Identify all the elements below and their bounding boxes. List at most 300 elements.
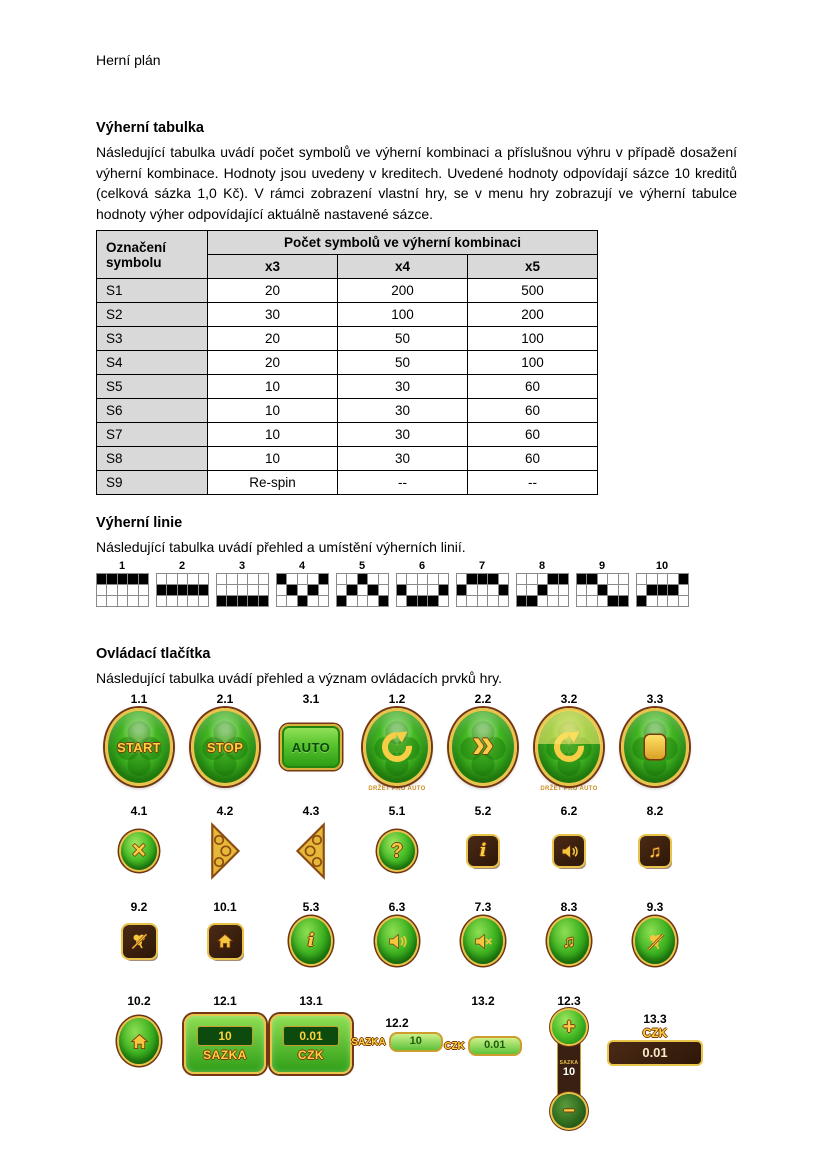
control-item-13-1 <box>268 994 354 1074</box>
table-row <box>97 447 598 471</box>
payline-grid <box>216 573 269 607</box>
value-cell: 10 <box>208 447 338 471</box>
bet-prefix: SAZKA <box>351 1036 386 1048</box>
currency-pill-value: 0.01 <box>468 1036 522 1056</box>
clover-crossed-icon <box>129 931 149 951</box>
payline-cell-off <box>658 574 667 584</box>
value-cell: 60 <box>468 375 598 399</box>
control-item-12-1 <box>182 994 268 1074</box>
payline-cell-off <box>538 596 547 606</box>
payline-cell-off <box>287 574 296 584</box>
payline-cell-on <box>337 596 346 606</box>
speaker-muted-icon <box>473 931 494 952</box>
payline-cell-on <box>128 574 137 584</box>
payline-cell-on <box>499 585 508 595</box>
payline-cell-off <box>358 585 367 595</box>
payline-cell-off <box>308 574 317 584</box>
value-cell: Re-spin <box>208 471 338 495</box>
bet-value: 10 <box>197 1026 253 1046</box>
payline-cell-on <box>647 585 656 595</box>
refresh-arrow-icon <box>382 732 412 762</box>
controls-row-3 <box>96 900 737 968</box>
control-label: 13.1 <box>299 994 323 1008</box>
payline-cell-off <box>337 574 346 584</box>
control-item-8-3 <box>526 900 612 968</box>
payline-cell-off <box>319 596 328 606</box>
payline-cell-on <box>227 596 236 606</box>
symbol-cell: S4 <box>97 351 208 375</box>
value-cell: 10 <box>208 423 338 447</box>
payline-cell-on <box>587 574 596 584</box>
payline-cell-off <box>637 574 646 584</box>
payline-cell-off <box>227 574 236 584</box>
control-item-12-2 <box>351 994 440 1052</box>
control-item-1-2 <box>354 692 440 792</box>
payline-cell-on <box>527 596 536 606</box>
sound-square-button <box>554 836 584 866</box>
bet-stepper <box>551 1010 587 1128</box>
payline-cell-off <box>397 596 406 606</box>
controls-row-2 <box>96 804 737 884</box>
value-cell: 30 <box>208 303 338 327</box>
payline-number: 5 <box>358 559 366 572</box>
control-label: 9.3 <box>646 900 664 914</box>
plus-icon: + <box>562 1014 576 1039</box>
info-square-button <box>468 836 498 866</box>
control-item-6-2 <box>526 804 612 884</box>
payline-cell-off <box>248 585 257 595</box>
payline-number: 2 <box>178 559 186 572</box>
payline-cell-off <box>167 596 176 606</box>
controls-row-1 <box>96 692 737 792</box>
payline-cell-off <box>347 596 356 606</box>
payline-cell-off <box>188 574 197 584</box>
payout-section-heading: Výherní tabulka <box>96 120 204 136</box>
control-label: 2.1 <box>216 692 234 706</box>
payline-cell-on <box>679 574 688 584</box>
table-row <box>97 279 598 303</box>
control-label: 4.3 <box>302 804 320 818</box>
payline-cell-on <box>418 596 427 606</box>
payline-cell-off <box>467 585 476 595</box>
payline-cell-off <box>368 596 377 606</box>
stop-auto-button <box>621 708 689 786</box>
home-icon <box>129 1031 150 1052</box>
value-cell: 60 <box>468 447 598 471</box>
payline-cell-on <box>287 585 296 595</box>
control-item-2-1 <box>182 692 268 788</box>
currency-inline-display <box>444 1036 522 1056</box>
symbol-cell: S5 <box>97 375 208 399</box>
table-row <box>97 399 598 423</box>
hold-for-auto-caption: DRŽET PRO AUTO <box>540 786 598 792</box>
respin-active-button <box>535 708 603 786</box>
payline-cell-off <box>439 574 448 584</box>
payline-cell-on <box>107 574 116 584</box>
payline-cell-off <box>238 585 247 595</box>
payline-cell-off <box>217 574 226 584</box>
payline-cell-on <box>178 585 187 595</box>
control-label: 5.3 <box>302 900 320 914</box>
controls-section-heading: Ovládací tlačítka <box>96 645 211 662</box>
currency-prefix: CZK <box>444 1040 465 1052</box>
payline-cell-on <box>428 596 437 606</box>
sound-on-button <box>377 918 417 964</box>
table-row <box>97 423 598 447</box>
payline-cell-on <box>298 596 307 606</box>
payline-cell-off <box>587 596 596 606</box>
fast-forward-button <box>449 708 517 786</box>
control-item-13-2 <box>440 994 526 1056</box>
control-label: 12.1 <box>213 994 237 1008</box>
bet-inline-display <box>351 1032 442 1052</box>
payline-cell-on <box>379 596 388 606</box>
value-cell: 100 <box>468 351 598 375</box>
payline-grid <box>336 573 389 607</box>
payline-cell-off <box>499 596 508 606</box>
payline-cell-off <box>488 596 497 606</box>
payline-cell-on <box>439 585 448 595</box>
ornament-arrow-left-icon <box>294 820 328 882</box>
symbol-cell: S7 <box>97 423 208 447</box>
payline-cell-off <box>259 574 268 584</box>
payline-cell-on <box>319 574 328 584</box>
payline-pattern <box>216 560 268 607</box>
payline-cell-off <box>499 574 508 584</box>
payline-grid <box>276 573 329 607</box>
payline-cell-off <box>97 585 106 595</box>
payline-cell-off <box>577 585 586 595</box>
auto-button-text: AUTO <box>291 739 331 755</box>
currency-label: CZK <box>642 1026 668 1040</box>
payline-cell-off <box>488 585 497 595</box>
value-cell: 30 <box>338 423 468 447</box>
home-round-button <box>119 1018 159 1064</box>
control-label: 4.1 <box>130 804 148 818</box>
payline-cell-off <box>517 585 526 595</box>
payline-cell-on <box>668 585 677 595</box>
symbol-column-header: Označení symbolu <box>97 231 208 279</box>
payline-cell-off <box>347 574 356 584</box>
control-label: 3.1 <box>302 692 320 706</box>
payline-cell-off <box>97 596 106 606</box>
payline-cell-off <box>418 585 427 595</box>
payout-table <box>96 230 598 495</box>
payline-cell-off <box>608 574 617 584</box>
control-label: 5.2 <box>474 804 492 818</box>
payline-cell-on <box>308 585 317 595</box>
symbol-cell: S3 <box>97 327 208 351</box>
hold-for-auto-caption: DRŽET PRO AUTO <box>368 786 426 792</box>
music-notes-icon: ♫ <box>648 841 662 861</box>
bet-stepper-title: SAZKA <box>559 1060 579 1066</box>
payline-cell-off <box>118 596 127 606</box>
control-label: 3.3 <box>646 692 664 706</box>
info-icon: i <box>479 840 487 861</box>
payline-number: 1 <box>118 559 126 572</box>
payline-cell-on <box>167 585 176 595</box>
payline-number: 3 <box>238 559 246 572</box>
symbol-cell: S2 <box>97 303 208 327</box>
payline-cell-off <box>227 585 236 595</box>
close-button <box>121 832 157 870</box>
payline-cell-off <box>287 596 296 606</box>
subheader-x4: x4 <box>338 255 468 279</box>
value-cell: 30 <box>338 399 468 423</box>
value-cell: 100 <box>468 327 598 351</box>
value-cell: 20 <box>208 351 338 375</box>
payline-cell-off <box>298 574 307 584</box>
control-label: 10.2 <box>127 994 151 1008</box>
value-cell: 20 <box>208 327 338 351</box>
control-label: 7.3 <box>474 900 492 914</box>
control-label: 3.2 <box>560 692 578 706</box>
payline-pattern <box>276 560 328 607</box>
value-cell: -- <box>338 471 468 495</box>
payline-cell-on <box>248 596 257 606</box>
ornament-arrow-right-icon <box>208 820 242 882</box>
control-label: 6.3 <box>388 900 406 914</box>
control-item-5-2 <box>440 804 526 884</box>
payline-cell-off <box>238 574 247 584</box>
value-cell: 50 <box>338 327 468 351</box>
payline-number: 6 <box>418 559 426 572</box>
payline-cell-on <box>259 596 268 606</box>
payline-cell-on <box>457 585 466 595</box>
payline-cell-off <box>199 596 208 606</box>
minus-icon: − <box>563 1100 575 1122</box>
payline-pattern <box>396 560 448 607</box>
payline-cell-off <box>308 596 317 606</box>
payline-cell-on <box>97 574 106 584</box>
speaker-icon <box>560 842 579 861</box>
control-label: 13.2 <box>471 994 495 1008</box>
payline-cell-on <box>217 596 226 606</box>
table-row <box>97 351 598 375</box>
payline-cell-off <box>478 585 487 595</box>
value-cell: 20 <box>208 279 338 303</box>
payline-cell-off <box>577 596 586 606</box>
control-label: 12.2 <box>385 1016 409 1030</box>
payline-cell-off <box>548 585 557 595</box>
home-icon <box>215 931 235 951</box>
payline-cell-on <box>619 596 628 606</box>
payline-cell-on <box>397 585 406 595</box>
control-item-10-2 <box>96 994 182 1064</box>
music-notes-icon: ♫ <box>562 931 576 951</box>
payline-cell-off <box>457 574 466 584</box>
bet-increase-button <box>552 1010 586 1044</box>
control-label: 4.2 <box>216 804 234 818</box>
payline-cell-off <box>178 596 187 606</box>
payline-cell-off <box>538 574 547 584</box>
payline-grid <box>576 573 629 607</box>
bet-caption: SAZKA <box>203 1048 247 1062</box>
respin-button <box>363 708 431 786</box>
table-row <box>97 303 598 327</box>
control-item-8-2 <box>612 804 698 884</box>
payline-cell-off <box>368 574 377 584</box>
payline-cell-on <box>358 574 367 584</box>
payline-cell-off <box>379 574 388 584</box>
payline-cell-on <box>478 574 487 584</box>
payline-cell-off <box>277 585 286 595</box>
value-cell: 10 <box>208 399 338 423</box>
payline-cell-off <box>139 585 148 595</box>
value-cell: 100 <box>338 303 468 327</box>
payline-cell-on <box>188 585 197 595</box>
payline-cell-off <box>248 574 257 584</box>
control-item-12-3 <box>526 994 612 1128</box>
payline-cell-off <box>668 596 677 606</box>
payline-cell-off <box>319 585 328 595</box>
payline-cell-off <box>598 596 607 606</box>
payline-grid <box>456 573 509 607</box>
currency-value: 0.01 <box>283 1026 339 1046</box>
payline-cell-off <box>157 574 166 584</box>
table-row <box>97 471 598 495</box>
bonus-off-round-button <box>635 918 675 964</box>
payline-cell-on <box>467 574 476 584</box>
value-cell: 60 <box>468 399 598 423</box>
payline-cell-on <box>347 585 356 595</box>
symbol-cell: S1 <box>97 279 208 303</box>
payline-cell-off <box>527 585 536 595</box>
payline-cell-off <box>619 574 628 584</box>
payline-cell-off <box>188 596 197 606</box>
control-label: 5.1 <box>388 804 406 818</box>
payline-cell-off <box>298 585 307 595</box>
payline-cell-off <box>647 596 656 606</box>
value-cell: 60 <box>468 423 598 447</box>
payline-cell-on <box>598 585 607 595</box>
control-label: 1.1 <box>130 692 148 706</box>
payline-number: 7 <box>478 559 486 572</box>
payline-grid <box>96 573 149 607</box>
payline-pattern <box>456 560 508 607</box>
symbol-cell: S6 <box>97 399 208 423</box>
payline-cell-on <box>407 596 416 606</box>
payline-cell-off <box>679 585 688 595</box>
value-cell: 30 <box>338 447 468 471</box>
control-item-4-1 <box>96 804 182 884</box>
payline-cell-off <box>428 574 437 584</box>
payline-cell-off <box>428 585 437 595</box>
control-label: 6.2 <box>560 804 578 818</box>
payline-cell-on <box>559 574 568 584</box>
payline-pattern <box>576 560 628 607</box>
payline-cell-off <box>559 585 568 595</box>
symbol-cell: S9 <box>97 471 208 495</box>
payline-grid <box>156 573 209 607</box>
payline-cell-off <box>517 574 526 584</box>
payline-number: 10 <box>655 559 669 572</box>
value-cell: 500 <box>468 279 598 303</box>
start-button <box>105 708 173 786</box>
info-round-button <box>291 918 331 964</box>
payline-cell-on <box>277 574 286 584</box>
control-label: 8.3 <box>560 900 578 914</box>
close-icon: × <box>131 837 146 864</box>
control-item-1-1 <box>96 692 182 788</box>
currency-panel-button <box>270 1014 352 1074</box>
control-item-4-3 <box>268 804 354 884</box>
bet-pill-value: 10 <box>389 1032 443 1052</box>
control-label: 12.3 <box>557 994 581 1008</box>
subheader-x5: x5 <box>468 255 598 279</box>
payline-cell-off <box>679 596 688 606</box>
payline-pattern <box>156 560 208 607</box>
payline-cell-off <box>337 585 346 595</box>
info-icon: i <box>307 930 315 951</box>
payline-cell-off <box>457 596 466 606</box>
auto-button <box>280 724 342 770</box>
payline-cell-on <box>517 596 526 606</box>
payline-cell-off <box>128 596 137 606</box>
payline-cell-off <box>217 585 226 595</box>
sound-off-button <box>463 918 503 964</box>
value-cell: 200 <box>338 279 468 303</box>
bonus-off-square-button <box>123 925 156 958</box>
payline-grid <box>516 573 569 607</box>
payline-number: 4 <box>298 559 306 572</box>
bet-stepper-value: 10 <box>562 1066 576 1078</box>
payline-cell-on <box>538 585 547 595</box>
payline-cell-off <box>439 596 448 606</box>
control-item-3-3 <box>612 692 698 788</box>
speaker-icon <box>387 931 408 952</box>
payline-cell-off <box>407 574 416 584</box>
payline-number: 8 <box>538 559 546 572</box>
control-item-4-2 <box>182 804 268 884</box>
control-label: 9.2 <box>130 900 148 914</box>
payline-cell-off <box>647 574 656 584</box>
control-item-2-2 <box>440 692 526 788</box>
stop-button-text: STOP <box>206 739 244 755</box>
control-label: 13.3 <box>643 1012 667 1026</box>
control-item-7-3 <box>440 900 526 968</box>
control-item-9-3 <box>612 900 698 968</box>
payline-cell-off <box>559 596 568 606</box>
page-title: Herní plán <box>96 52 161 68</box>
payline-cell-off <box>157 596 166 606</box>
value-cell: 200 <box>468 303 598 327</box>
table-row <box>97 375 598 399</box>
payline-cell-off <box>199 574 208 584</box>
payline-grid <box>636 573 689 607</box>
control-label: 10.1 <box>213 900 237 914</box>
payline-cell-on <box>488 574 497 584</box>
payline-number: 9 <box>598 559 606 572</box>
group-header: Počet symbolů ve výherní kombinaci <box>208 231 598 255</box>
control-item-6-3 <box>354 900 440 968</box>
payline-grid <box>396 573 449 607</box>
payline-cell-on <box>548 574 557 584</box>
controls-row-4 <box>96 994 737 1128</box>
control-item-3-1 <box>268 692 354 788</box>
music-square-button <box>640 836 670 866</box>
payline-cell-off <box>167 574 176 584</box>
fast-forward-icon: » <box>471 722 495 766</box>
payline-cell-off <box>608 585 617 595</box>
control-item-5-3 <box>268 900 354 968</box>
subheader-x3: x3 <box>208 255 338 279</box>
refresh-arrow-icon <box>554 732 584 762</box>
payline-cell-off <box>118 585 127 595</box>
symbol-cell: S8 <box>97 447 208 471</box>
payline-pattern <box>336 560 388 607</box>
help-button <box>379 832 415 870</box>
